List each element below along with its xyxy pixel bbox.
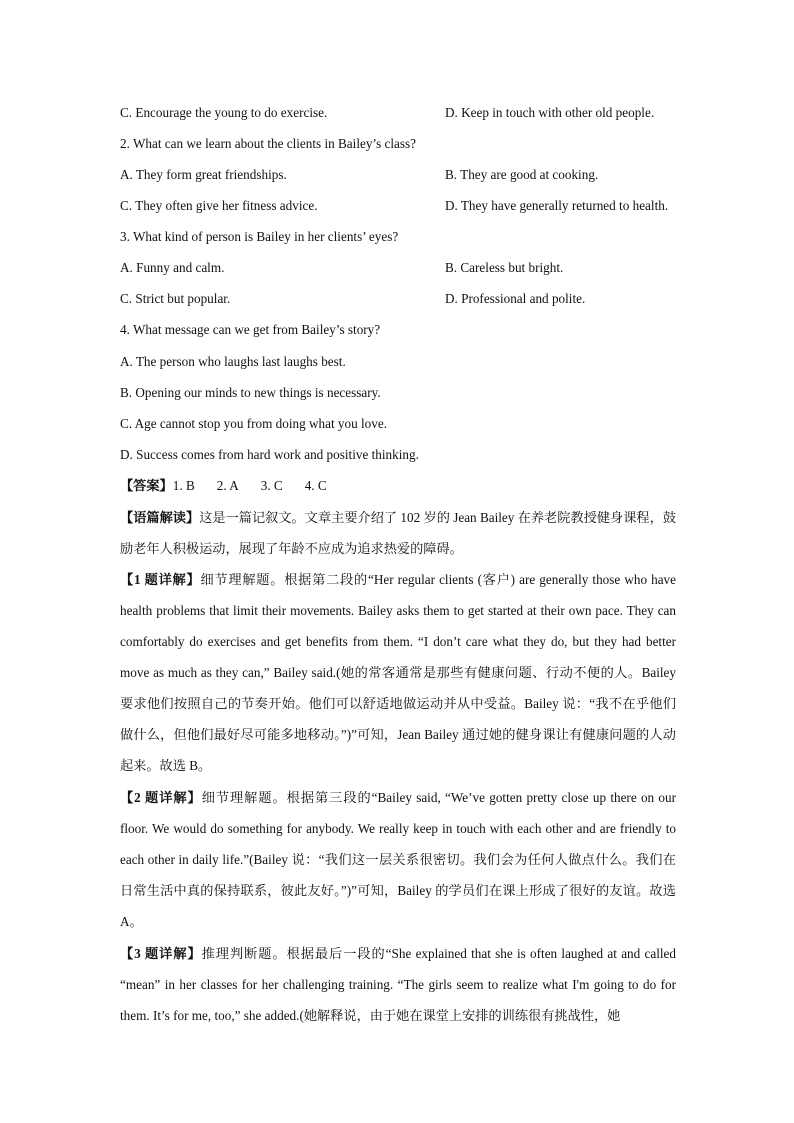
detail2-tag: 【2 题详解】 — [120, 790, 202, 805]
q2-option-a: A. They form great friendships. — [120, 167, 287, 182]
detail1-text: 细节理解题。根据第二段的“Her regular clients (客户) are generally those who have health problems that limit their movements. Bailey asks them to get started at their own pace. They can comfortably do exercises and get benefits from them. “I don’t care what they do, but they had better move as much as they can,” Bailey said.(她的常客通常是那些有健康问题、行动不便的人。Bailey 要求他们按照自己的节奏开始。他们可以舒适地做运动并从中受益。Bailey 说：“我不在乎他们做什么，但他们最好尽可能多地移动。”)”可知，Jean Bailey 通过她的健身课让有健康问题的人动起来。故选 B。 — [120, 572, 676, 773]
q4-option-d: D. Success comes from hard work and positive thinking. — [120, 447, 419, 462]
answer-item: 4. C — [304, 478, 327, 493]
q1-option-c: C. Encourage the young to do exercise. — [120, 105, 328, 120]
answer-item: 2. A — [216, 478, 239, 493]
answer-tag: 【答案】 — [120, 478, 173, 493]
reading-tag: 【语篇解读】 — [120, 510, 200, 525]
q1-option-d: D. Keep in touch with other old people. — [445, 105, 655, 120]
detail3-paragraph — [120, 938, 676, 1031]
detail2-paragraph — [120, 782, 676, 937]
q4-option-a: A. The person who laughs last laughs best. — [120, 354, 346, 369]
q3-option-d: D. Professional and polite. — [445, 291, 586, 306]
detail2-text: 细节理解题。根据第三段的“Bailey said, “We’ve gotten pretty close up there on our floor. We would do something for anybody. We really keep in touch with each other and are friendly to each other in daily life.”(Bailey 说：“我们这一层关系很密切。我们会为任何人做点什么。我们在日常生活中真的保持联系，彼此友好。”)”可知，Bailey 的学员们在课上形成了很好的友谊。故选 A。 — [120, 790, 676, 929]
q2-option-c: C. They often give her fitness advice. — [120, 198, 318, 213]
q4-option-c: C. Age cannot stop you from doing what you love. — [120, 416, 388, 431]
q4-question: 4. What message can we get from Bailey’s story? — [120, 322, 381, 337]
q3-option-a: A. Funny and calm. — [120, 260, 225, 275]
q3-question: 3. What kind of person is Bailey in her clients’ eyes? — [120, 229, 399, 244]
answer-item: 1. B — [172, 478, 195, 493]
reading-paragraph — [120, 502, 676, 564]
q3-option-c: C. Strict but popular. — [120, 291, 231, 306]
q2-option-b: B. They are good at cooking. — [445, 167, 599, 182]
answer-item: 3. C — [260, 478, 283, 493]
reading-text: 这是一篇记叙文。文章主要介绍了 102 岁的 Jean Bailey 在养老院教授健身课程，鼓励老年人积极运动，展现了年龄不应成为追求热爱的障碍。 — [120, 510, 677, 556]
q3-option-b: B. Careless but bright. — [445, 260, 564, 275]
q2-option-d: D. They have generally returned to health. — [445, 198, 669, 213]
q2-question: 2. What can we learn about the clients in Bailey’s class? — [120, 136, 417, 151]
answer-line — [120, 478, 349, 494]
detail3-tag: 【3 题详解】 — [120, 946, 202, 961]
detail1-paragraph — [120, 564, 676, 781]
detail1-tag: 【1 题详解】 — [120, 572, 201, 587]
detail3-text: 推理判断题。根据最后一段的“She explained that she is often laughed at and called “mean” in her classes for her challenging training. “The girls seem to realize what I'm going to do for them. It’s for me, too,” she added.(她解释说，由于她在课堂上安排的训练很有挑战性，她 — [120, 946, 676, 1023]
q4-option-b: B. Opening our minds to new things is necessary. — [120, 385, 381, 400]
